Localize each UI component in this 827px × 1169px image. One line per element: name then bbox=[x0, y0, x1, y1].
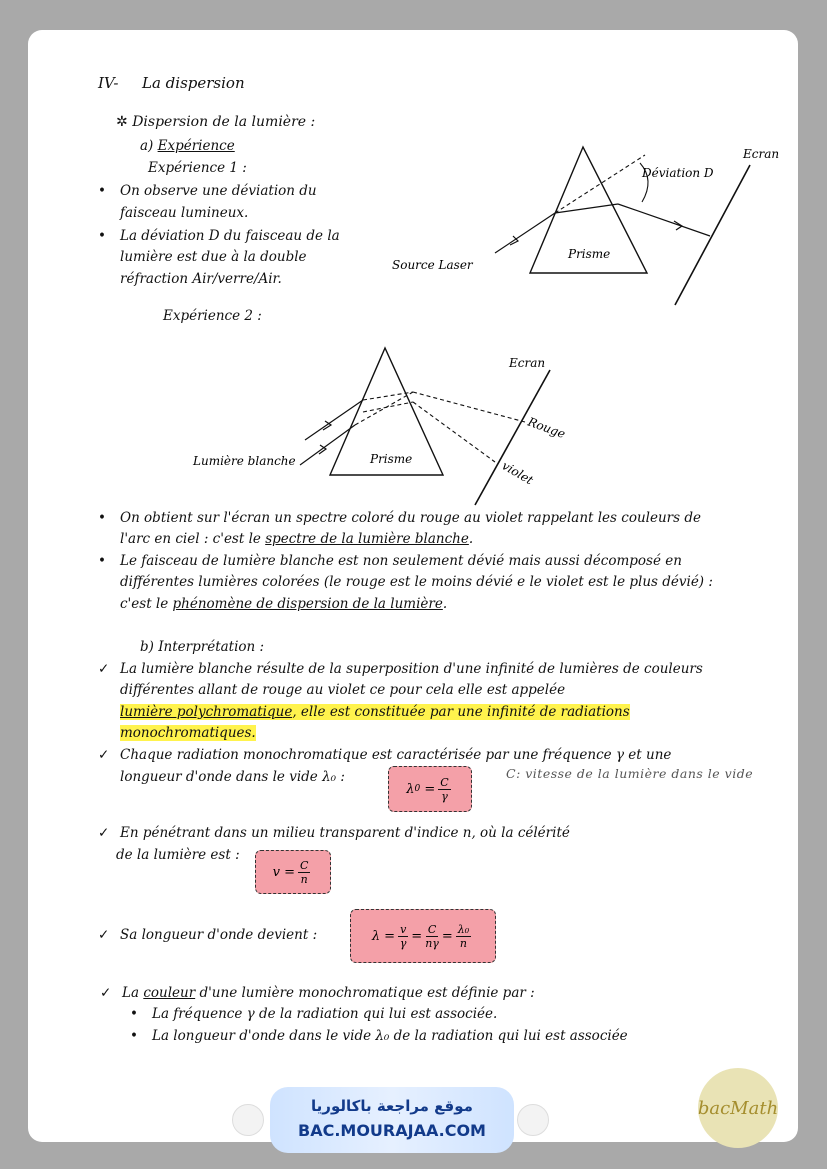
exp2-bullet-1: • On obtient sur l'écran un spectre coloré du rouge au violet rappelant les couleurs de bbox=[120, 510, 701, 526]
exp1-bullet-2-line3: réfraction Air/verre/Air. bbox=[120, 271, 282, 287]
bacmath-logo: bacMath bbox=[698, 1068, 778, 1148]
violet-label: violet bbox=[499, 458, 536, 488]
screen-1-label: Ecran bbox=[743, 147, 780, 161]
exp2-bullet-2-line2: différentes lumières colorées (le rouge est le moins dévié e le violet est le plus dévié) : bbox=[120, 574, 713, 590]
red-label: Rouge bbox=[525, 414, 568, 442]
interp-item-2: ✓ Chaque radiation monochromatique est caractérisée par une fréquence γ et une bbox=[120, 747, 671, 763]
deviation-label: Déviation D bbox=[642, 166, 714, 180]
interp-item-4: ✓ Sa longueur d'onde devient : bbox=[120, 927, 317, 943]
interp-item-3-line2: de la lumière est : bbox=[116, 847, 240, 863]
screen-2-label: Ecran bbox=[509, 356, 546, 370]
exp1-bullet-2-line2: lumière est due à la double bbox=[120, 249, 307, 265]
small-logo-right bbox=[517, 1104, 549, 1136]
interp-item-1: ✓ La lumière blanche résulte de la superposition d'une infinité de lumières de couleurs bbox=[120, 661, 703, 677]
white-light-label: Lumière blanche bbox=[193, 454, 296, 468]
diagram-experience-1 bbox=[380, 135, 800, 310]
subsection-heading: ✲ Dispersion de la lumière : bbox=[116, 114, 316, 130]
interp-item-2-line2: longueur d'onde dans le vide λ₀ : bbox=[120, 769, 345, 785]
part-b: b) Interprétation : bbox=[140, 639, 265, 655]
red-ray bbox=[413, 392, 525, 422]
site-url[interactable]: BAC.MOURAJAA.COM bbox=[298, 1121, 486, 1140]
white-ray-lower bbox=[300, 425, 355, 465]
interp-item-1-line3: lumière polychromatique, elle est constituée par une infinité de radiations bbox=[120, 704, 630, 720]
exp2-bullet-1-line2: l'arc en ciel : c'est le spectre de la lumière blanche. bbox=[120, 531, 474, 547]
prism-2-label: Prisme bbox=[370, 452, 413, 466]
undeviated-line bbox=[555, 155, 645, 213]
section-title: La dispersion bbox=[142, 74, 245, 92]
exp1-bullet-1: • On observe une déviation du bbox=[120, 183, 317, 199]
diagram-experience-2 bbox=[185, 340, 605, 510]
part-a: a) Expérience bbox=[140, 138, 235, 154]
screen-1 bbox=[675, 165, 750, 305]
flower-icon: ✲ bbox=[116, 114, 128, 130]
screen-2 bbox=[475, 370, 550, 505]
exp1-bullet-2: • La déviation D du faisceau de la bbox=[120, 228, 340, 244]
formula-lambda0: λ 0 = $\frac{C}{\gamma}$ bbox=[388, 766, 472, 812]
small-logo-left bbox=[232, 1104, 264, 1136]
exp1-title: Expérience 1 : bbox=[148, 160, 247, 176]
interp-item-5-sub-2: • La longueur d'onde dans le vide λ₀ de la radiation qui lui est associée bbox=[152, 1028, 628, 1044]
exp2-bullet-2-line3: c'est le phénomène de dispersion de la lumière. bbox=[120, 596, 448, 612]
formula-velocity: v = $\frac{C}{n}$ bbox=[255, 850, 331, 894]
interp-item-5: ✓ La couleur d'une lumière monochromatique est définie par : bbox=[122, 985, 535, 1001]
site-name-arabic: موقع مراجعة باكالوريا bbox=[311, 1097, 473, 1115]
exp1-bullet-1-line2: faisceau lumineux. bbox=[120, 205, 249, 221]
site-banner[interactable] bbox=[270, 1087, 514, 1153]
interp-item-3: ✓ En pénétrant dans un milieu transparent d'indice n, où la célérité bbox=[120, 825, 570, 841]
handwritten-note: C: vitesse de la lumière dans le vide bbox=[506, 766, 754, 781]
formula-wavelength-medium: λ = $\frac{v}{\gamma}$ = $\frac{C}{n\gamma}$ = $\frac{\text{λ₀}}{n}$ bbox=[350, 909, 496, 963]
exp2-title: Expérience 2 : bbox=[163, 308, 262, 324]
source-laser-label: Source Laser bbox=[392, 258, 473, 272]
interp-item-5-sub-1: • La fréquence γ de la radiation qui lui est associée. bbox=[152, 1006, 497, 1022]
section-number: IV- bbox=[98, 74, 119, 92]
prism-1-label: Prisme bbox=[568, 247, 611, 261]
exp2-bullet-2: • Le faisceau de lumière blanche est non seulement dévié mais aussi décomposé en bbox=[120, 553, 682, 569]
interp-item-1-line2: différentes allant de rouge au violet ce pour cela elle est appelée bbox=[120, 682, 566, 698]
incident-ray-1 bbox=[495, 213, 555, 253]
interp-item-1-line4: monochromatiques. bbox=[120, 725, 256, 741]
emergent-ray-1 bbox=[618, 204, 710, 236]
refracted-ray-1 bbox=[555, 204, 618, 213]
